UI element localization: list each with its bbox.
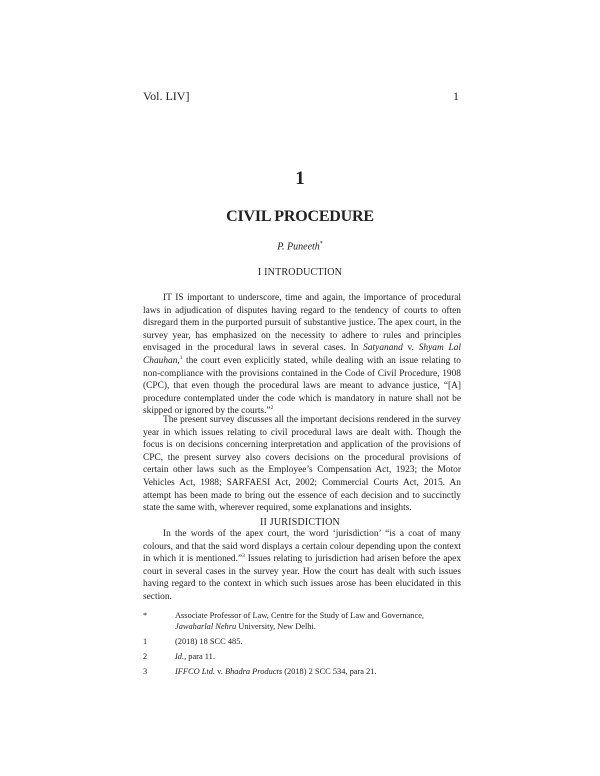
introduction-paragraph-2: The present survey discusses all the important decisions rendered in the survey year in which issues relating to civil procedural laws are dealt with. Though the focus is on decisions concerning interpretation and application of the provisions of CPC, the present survey also covers decisions on the procedural provisions of certain other laws such as the Employee’s Compensation Act, 1923; the Motor Vehicles Act, 1988; SARFAESI Act, 2002; Commercial Courts Act, 2015. An attempt has been made to bring out the essence of each decision and to succinctly state the same with, wherever required, some explanations and insights. — [143, 415, 461, 514]
section-heading-jurisdiction: II JURISDICTION — [260, 517, 340, 528]
chapter-number: 1 — [295, 168, 305, 189]
jurisdiction-paragraph: In the words of the apex court, the word ‘jurisdiction’ “is a coat of many colours, and that the said word displays a certain colour depending upon the context in which it is mentioned.”$^3$ Issues relating to jurisdiction had arisen before the apex court in several cases in the survey year. How the court has dealt with such issues having regard to the context in which such issues arose has been elucidated in this section. — [143, 529, 462, 602]
author-name — [0, 241, 600, 252]
case-name: Satyanand — [363, 343, 403, 354]
introduction-paragraph-1: IT IS important to underscore, time and again, the importance of procedural laws in adjudication of disputes having regard to the tendency of courts to often disregard them in the purported pursuit of substantive justice. The apex court, in the survey year, has emphasized on the necessity to adhere to rules and principles envisaged in the procedural laws in several cases. In Satyanand v. Shyam Lal Chauhan,$^1$ the court even explicitly stated, while dealing with an issue relating to non-compliance with the provisions contained in the Code of Civil Procedure, 1908 (CPC), that even though the procedural laws are meant to advance justice, “[A] procedure contemplated under the code which is mandatory in nature shall not be skipped or ignored by the courts.”$^2$ — [143, 293, 462, 417]
footnote-2: 2 Id., para 11. — [143, 652, 215, 661]
section-heading-introduction: I INTRODUCTION — [257, 267, 343, 278]
case-name: Shyam Lal Chauhan — [143, 343, 462, 366]
footnote-ref-2[interactable]: 2 — [270, 405, 274, 412]
chapter-title: CIVIL PROCEDURE — [226, 208, 374, 225]
footnote-mark: 1 — [143, 637, 148, 646]
footnotes — [143, 610, 461, 681]
footnote-star: * Associate Professor of Law, Centre for the Study of Law and Governance, Jawaharlal Nehru University, New Delhi. — [143, 611, 424, 631]
footnote-mark: 2 — [143, 652, 148, 661]
footnote-mark: * — [143, 611, 148, 620]
author-footnote-mark[interactable]: * — [319, 241, 323, 247]
footnote-1: 1 (2018) 18 SCC 485. — [143, 637, 243, 646]
running-header-page-number: 1 — [453, 89, 459, 103]
footnote-ref-1[interactable]: 1 — [179, 354, 183, 361]
running-header-volume: Vol. LIV] — [143, 89, 190, 103]
footnote-mark: 3 — [143, 667, 148, 676]
footnote-3: 3 IFFCO Ltd. v. Bhadra Products (2018) 2 SCC 534, para 21. — [143, 667, 377, 676]
author-name-text: P. Puneeth — [277, 241, 320, 253]
footnote-ref-3[interactable]: 3 — [242, 553, 245, 560]
